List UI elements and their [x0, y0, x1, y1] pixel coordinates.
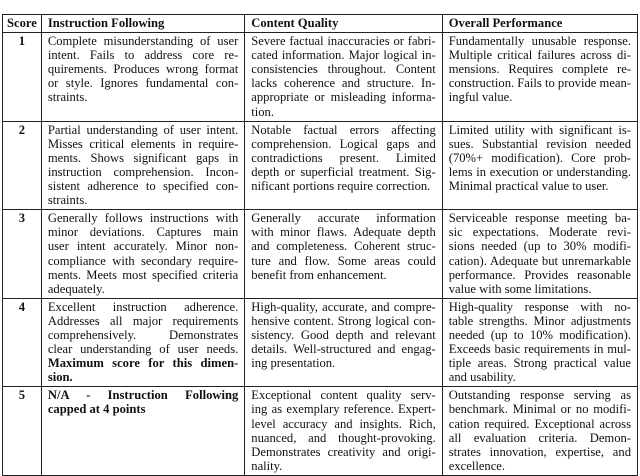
cell-text-line: intent. Fails to address core re- [47, 48, 239, 63]
cell-text-line: comprehensively. Demonstrates [47, 327, 239, 342]
cell-text-line: hensive content. Strong logical con- [251, 313, 436, 328]
cell-text-line: Exceptional content quality serv- [251, 388, 436, 403]
content-quality-cell [245, 121, 442, 210]
cell-text-line: table strengths. Minor adjustments [448, 313, 631, 328]
cell-text-line: comprehension. Logical gaps and [251, 136, 436, 151]
cell-text-line: with minor flaws. Adequate depth [251, 225, 436, 240]
cell-text-line: clear understanding of user needs. [47, 342, 239, 357]
cell-text-line: tiple areas. Strong practical value [448, 356, 631, 371]
score-cell: 5 [3, 387, 42, 476]
instruction-following-cell [41, 387, 244, 476]
cell-text-line: Fundamentally unusable response. [448, 34, 631, 49]
cell-text-line: details. Well-structured and engag- [251, 342, 436, 357]
cell-text-line: value with some limitations. [448, 281, 592, 296]
content-quality-cell [245, 298, 442, 387]
cell-text-line: ments. Shows significant gaps in [47, 150, 239, 165]
cell-text-line: Generally accurate information [251, 211, 436, 226]
cell-text-line: High-quality response with no- [448, 299, 631, 314]
cell-text-line: cation). Adequate but unremarkable [448, 253, 631, 268]
table-row [3, 121, 638, 210]
cell-text-line: compliance with secondary require- [47, 253, 239, 268]
cell-text-line: Outstanding response serving as [448, 388, 631, 403]
content-quality-cell [245, 387, 442, 476]
overall-performance-cell [442, 210, 637, 299]
cell-text-line: Maximum score for this dimen- [47, 356, 239, 371]
cell-text-line: sistent adherence to specified con- [47, 179, 239, 194]
cell-text-line: benefit from enhancement. [251, 267, 387, 282]
table-row [3, 210, 638, 299]
cell-text-line: depth or superficial treatment. Sig- [251, 164, 436, 179]
overall-performance-cell [442, 298, 637, 387]
cell-text-line: contradictions present. Limited [251, 150, 436, 165]
cell-text-line: ments. Meets most specified criteria [47, 267, 239, 282]
instruction-following-cell [41, 121, 244, 210]
cell-text-line: and completeness. Coherent struc- [251, 239, 436, 254]
cell-text-line: minor deviations. Captures main [47, 225, 239, 240]
cell-text-line: sistency. Good depth and relevant [251, 327, 436, 342]
cell-text-line: Demonstrates creativity and origi- [251, 444, 436, 459]
cell-text-line: Serviceable response meeting ba- [448, 211, 631, 226]
score-cell: 1 [3, 33, 42, 122]
cell-text-line: or style. Ignores fundamental con- [47, 76, 239, 91]
cell-text-line: performance. Provides reasonable [448, 267, 631, 282]
cell-text-line: Generally follows instructions with [47, 211, 239, 226]
cell-text-line: needed (up to 10% modification). [448, 327, 631, 342]
cell-text-line: (70%+ modification). Core prob- [448, 150, 631, 165]
score-cell: 2 [3, 121, 42, 210]
scoring-rubric-table [2, 14, 638, 476]
cell-text-line: construction. Fails to provide mean- [448, 76, 631, 91]
cell-text-line: Misses critical elements in require- [47, 136, 239, 151]
cell-text-line: Severe factual inaccuracies or fabri- [251, 34, 436, 49]
cell-text-line: Addresses all major requirements [47, 313, 239, 328]
instruction-following-cell [41, 210, 244, 299]
cell-text-line: mensions. Requires complete re- [448, 62, 631, 77]
cell-text-line: and usability. [448, 370, 516, 385]
cell-text-line: ture and flow. Some areas could [251, 253, 436, 268]
cell-text-line: sion. [47, 370, 73, 385]
cell-text-line: Exceeds basic requirements in mul- [448, 342, 631, 357]
content-quality-cell [245, 33, 442, 122]
cell-text-line: straints. [47, 193, 88, 208]
cell-text-line: level accuracy and insights. Rich, [251, 416, 436, 431]
overall-performance-cell [442, 121, 637, 210]
table-row [3, 298, 638, 387]
cell-text-line: nuanced, and thought-provoking. [251, 430, 436, 445]
header-overall-performance: Overall Performance [442, 15, 637, 33]
overall-performance-cell [442, 33, 637, 122]
overall-performance-cell [442, 387, 637, 476]
header-row [3, 15, 638, 33]
cell-text-line: nality. [251, 458, 283, 473]
table-row [3, 33, 638, 122]
cell-text-line: N/A - Instruction Following [47, 388, 239, 403]
cell-text-line: Excellent instruction adherence. [47, 299, 239, 314]
cell-text-line: ing as exemplary reference. Expert- [251, 402, 436, 417]
table-row [3, 387, 638, 476]
content-quality-cell [245, 210, 442, 299]
instruction-following-cell [41, 298, 244, 387]
instruction-following-cell [41, 33, 244, 122]
cell-text-line: benchmark. Minimal or no modifi- [448, 402, 631, 417]
cell-text-line: Complete misunderstanding of user [47, 34, 239, 49]
cell-text-line: straints. [47, 90, 88, 105]
cell-text-line: cated information. Major logical in- [251, 48, 436, 63]
cell-text-line: High-quality, accurate, and compre- [251, 299, 436, 314]
cell-text-line: Minimal practical value to user. [448, 179, 609, 194]
cell-text-line: lems in execution or understanding. [448, 164, 631, 179]
header-score: Score [3, 15, 42, 33]
cell-text-line: ing presentation. [251, 356, 336, 371]
cell-text-line: appropriate or misleading informa- [251, 90, 436, 105]
header-content-quality: Content Quality [245, 15, 442, 33]
cell-text-line: instruction comprehension. Incon- [47, 164, 239, 179]
cell-text-line: Notable factual errors affecting [251, 122, 436, 137]
cell-text-line: nificant portions require correction. [251, 179, 431, 194]
cell-text-line: sions needed (up to 30% modifi- [448, 239, 631, 254]
cell-text-line: excellence. [448, 458, 506, 473]
cell-text-line: quirements. Produces wrong format [47, 62, 239, 77]
cell-text-line: ingful value. [448, 90, 513, 105]
cell-text-line: tion. [251, 104, 275, 119]
cell-text-line: adequately. [47, 281, 105, 296]
cell-text-line: Multiple critical failures across di- [448, 48, 631, 63]
cell-text-line: consistencies throughout. Content [251, 62, 436, 77]
cell-text-line: cation required. Exceptional across [448, 416, 631, 431]
cell-text-line: user intent accurately. Minor non- [47, 239, 239, 254]
score-cell: 3 [3, 210, 42, 299]
score-cell: 4 [3, 298, 42, 387]
cell-text-line: sues. Substantial revision needed [448, 136, 631, 151]
cell-text-line: lacks coherence and structure. In- [251, 76, 436, 91]
cell-text-line: all evaluation criteria. Demon- [448, 430, 631, 445]
cell-text-line: strates innovation, expertise, and [448, 444, 631, 459]
cell-text-line: sic expectations. Moderate revi- [448, 225, 631, 240]
cell-text-line: Limited utility with significant is- [448, 122, 631, 137]
cell-text-line: Partial understanding of user intent. [47, 122, 239, 137]
cell-text-line: capped at 4 points [47, 402, 146, 417]
header-instruction-following: Instruction Following [41, 15, 244, 33]
